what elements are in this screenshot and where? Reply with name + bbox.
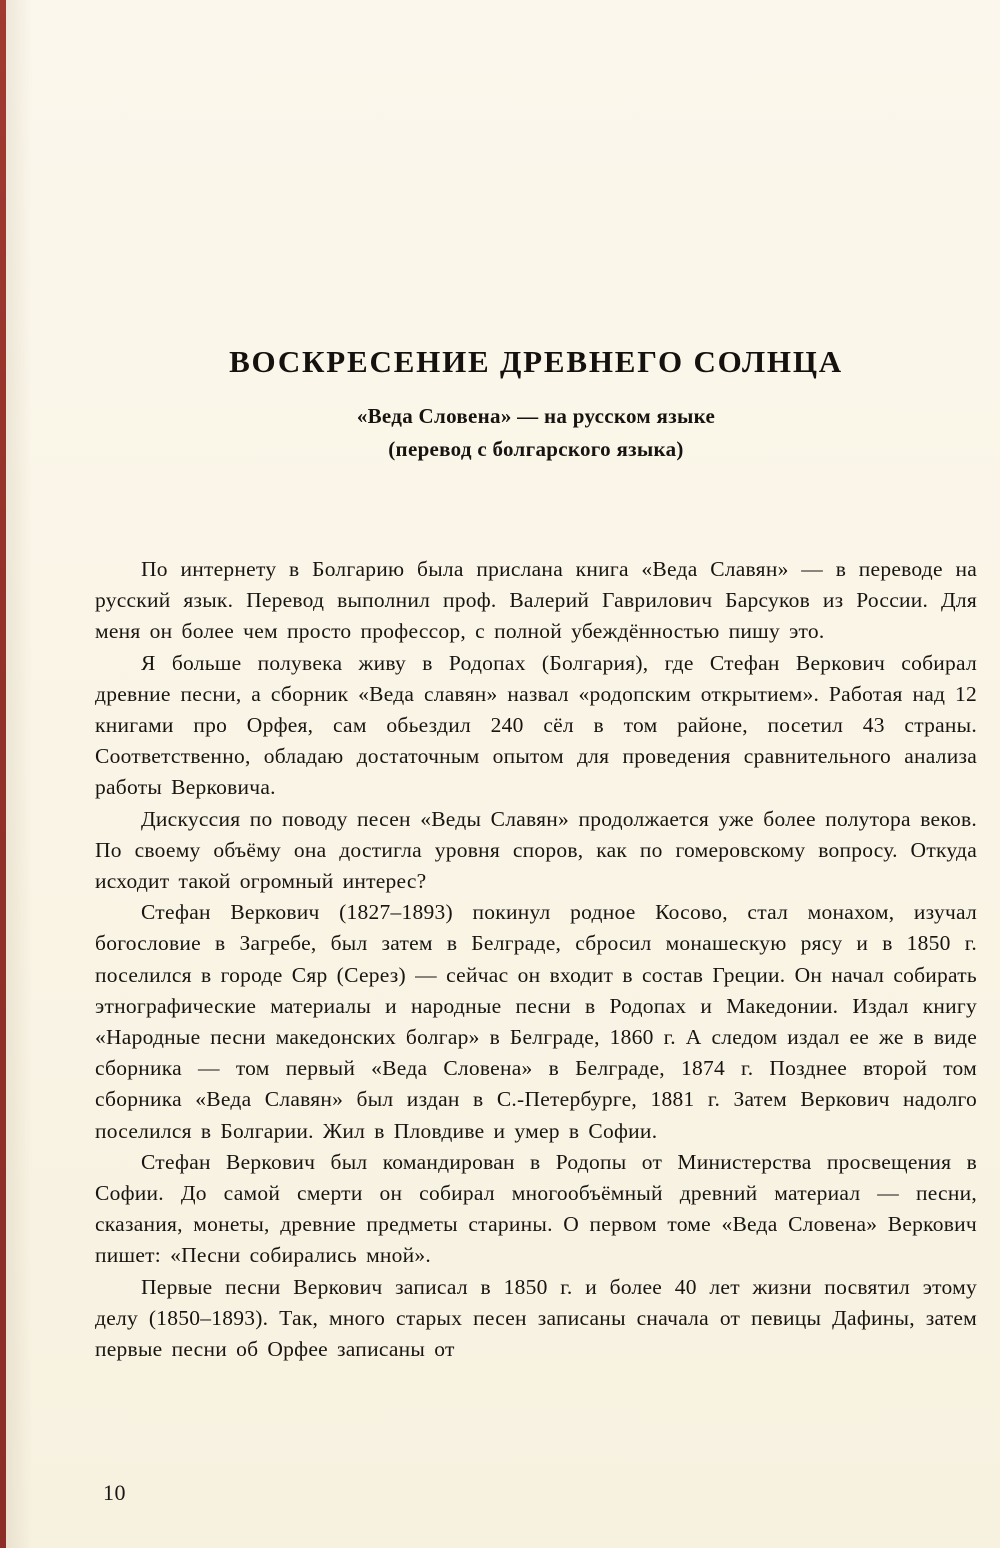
- paragraph-1: По интернету в Болгарию была прислана книга «Веда Славян» — в переводе на русский язык. Перевод выполнил проф. Валерий Гаврилович Барсуков из России. Для меня он более чем просто профессор, с полной убеждённостью пишу это.: [95, 557, 977, 644]
- paragraph-6: Первые песни Веркович записал в 1850 г. и более 40 лет жизни посвятил этому делу (1850–1893). Так, много старых песен записаны сначала от певицы Дафины, затем первые песни об Орфее записаны от: [95, 1274, 977, 1362]
- paragraph-2: Я больше полувека живу в Родопах (Болгария), где Стефан Веркович собирал древние песни, а сборник «Веда славян» назвал «родопским открытием». Работая над 12 книгами про Орфея, сам обьездил 240 сёл в том районе, посетил 43 страны. Соответственно, обладаю достаточным опытом для проведения сравнительного анализа работы Верковича.: [95, 650, 977, 800]
- subtitle-line-1: «Веда Словена» — на русском языке: [356, 404, 716, 428]
- chapter-subtitle: [95, 400, 977, 466]
- paragraph-5: Стефан Веркович был командирован в Родопы от Министерства просвещения в Софии. До самой смерти он собирал многообъёмный древний материал — песни, сказания, монеты, древние предметы старины. О первом томе «Веда Словена» Веркович пишет: «Песни собирались мной».: [95, 1149, 977, 1268]
- chapter-title: ВОСКРЕСЕНИЕ ДРЕВНЕГО СОЛНЦА: [229, 344, 843, 379]
- paragraph-3: Дискуссия по поводу песен «Веды Славян» продолжается уже более полутора веков. По своему объёму она достигла уровня споров, как по гомеровскому вопросу. Откуда исходит такой огромный интерес?: [95, 806, 977, 894]
- paragraph-4: Стефан Веркович (1827–1893) покинул родное Косово, стал монахом, изучал богословие в Загребе, был затем в Белграде, сбросил монашескую рясу и в 1850 г. поселился в городе Сяр (Серез) — сейчас он входит в состав Греции. Он начал собирать этнографические материалы и народные песни в Родопах и Македонии. Издал книгу «Народные песни македонских болгар» в Белграде, 1860 г. А следом издал ее же в виде сборника — том первый «Веда Словена» в Белграде, 1874 г. Позднее второй том сборника «Веда Славян» был издан в С.-Петербурге, 1881 г. Затем Веркович надолго поселился в Болгарии. Жил в Пловдиве и умер в Софии.: [95, 900, 977, 1143]
- page-number: 10: [103, 1480, 126, 1505]
- page-content: [95, 0, 977, 1548]
- page-edge-shadow: [6, 0, 32, 1548]
- body-text: [95, 554, 977, 1365]
- subtitle-line-2: (перевод с болгарского языка): [388, 437, 684, 461]
